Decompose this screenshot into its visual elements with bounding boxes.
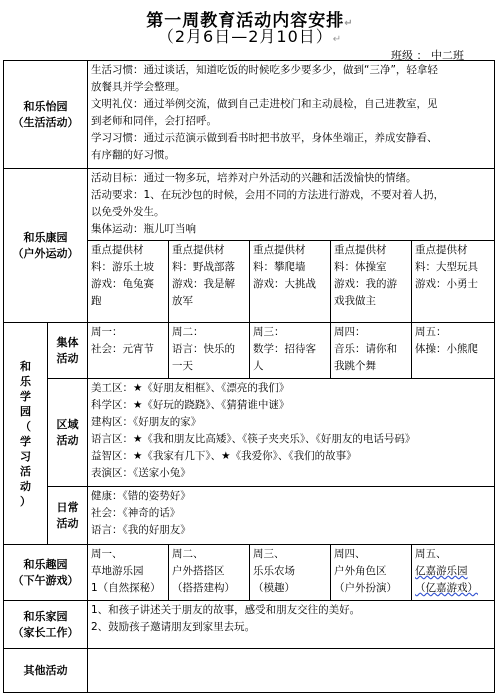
collective-cell-wed: 周三： 数学：招待客 人 (250, 323, 331, 379)
schedule-table (3, 60, 495, 693)
outdoor-cell-tue: 重点提供材 料：野战部落 游戏：我是解 放军 (169, 241, 250, 323)
outdoor-goal-row (4, 169, 495, 241)
daily-row (4, 487, 495, 545)
outdoor-cell-thu: 重点提供材 料：体操室 游戏：我的游 戏我做主 (331, 241, 412, 323)
area-row (4, 379, 495, 487)
games-cell-tue: 周二、 户外搭搭区 （搭搭建构） (169, 545, 250, 601)
family-content: 1、和孩子讲述关于朋友的故事，感受和朋友交往的美好。 2、鼓励孩子邀请朋友到家里去玩。 (88, 601, 495, 649)
games-cell-thu: 周四、 户外角色区 （户外扮演） (331, 545, 412, 601)
collective-cell-fri: 周五： 体操：小熊爬 (412, 323, 495, 379)
area-content: 美工区：★《好朋友相框》、《漂亮的我们》 科学区：★《好玩的跷跷》、《猜猜谁中谜》 建构区：《好朋友的家》 语言区：★《我和朋友比高矮》、《筷子夹夹乐》、《好朋友的电话号码》 益智区：★《我家有几下》、★《我爱你》、《我们的故事》 表演区：《送家小兔》 (88, 379, 495, 487)
collective-row (4, 323, 495, 379)
area-label: 区域 活动 (48, 379, 88, 487)
collective-cell-thu: 周四： 音乐：请你和 我跳个舞 (331, 323, 412, 379)
date-range: （2月6日—2月10日）↵ (157, 27, 343, 46)
outdoor-header: 和乐康园 （户外运动） (4, 169, 88, 323)
collective-cell-mon: 周一： 社会：元宵节 (88, 323, 169, 379)
outdoor-cell-fri: 重点提供材 料：大型玩具 游戏：小勇士 (412, 241, 495, 323)
games-cell-mon: 周一、 草地游乐园 1（自然探秘） (88, 545, 169, 601)
daily-label: 日常 活动 (48, 487, 88, 545)
other-row (4, 649, 495, 693)
life-header: 和乐怡园 （生活活动） (4, 61, 88, 169)
other-header: 其他活动 (4, 649, 88, 693)
daily-content: 健康：《错的姿势好》 社会：《神奇的话》 语言：《我的好朋友》 (88, 487, 495, 545)
life-content: 生活习惯：通过谈话，知道吃饭的时候吃多少要多少，做到“三净”，轻拿轻 放餐具并学会整理。 文明礼仪：通过举例交流，做到自己走进校门和主动晨检，自己进教室，见 到老师和同伴，会打招呼。 学习习惯：通过示范演示做到看书时把书放平，身体坐端正，养成安静看、 有序翻的好习惯。 (88, 61, 495, 169)
outdoor-cell-wed: 重点提供材 料：攀爬墙 游戏：大挑战 (250, 241, 331, 323)
games-row (4, 545, 495, 601)
life-row (4, 61, 495, 169)
other-content (88, 649, 495, 693)
games-cell-wed: 周三、 乐乐农场 （模趣） (250, 545, 331, 601)
games-cell-fri: 周五、 亿嘉游乐园 （亿嘉游戏） (412, 545, 495, 601)
collective-cell-tue: 周二： 语言：快乐的 一天 (169, 323, 250, 379)
games-header: 和乐趣园 （下午游戏） (4, 545, 88, 601)
family-row (4, 601, 495, 649)
class-label: 班级 ： 中二班 (391, 49, 464, 62)
page-title: 第一周教育活动内容安排↵ (146, 11, 354, 31)
outdoor-cell-mon: 重点提供材 料：游乐土坡 游戏：龟兔赛 跑 (88, 241, 169, 323)
outdoor-goal: 活动目标：通过一物多玩，培养对户外活动的兴趣和活泼愉快的情绪。 活动要求：1、在玩沙包的时候，会用不同的方法进行游戏，不要对着人扔， 以免受外发生。 集体运动：瓶儿叮当响 (88, 169, 495, 241)
learning-header: 和 乐 学 园 （ 学 习 活 动 ） (4, 323, 48, 545)
collective-label: 集体 活动 (48, 323, 88, 379)
family-header: 和乐家园 （家长工作） (4, 601, 88, 649)
